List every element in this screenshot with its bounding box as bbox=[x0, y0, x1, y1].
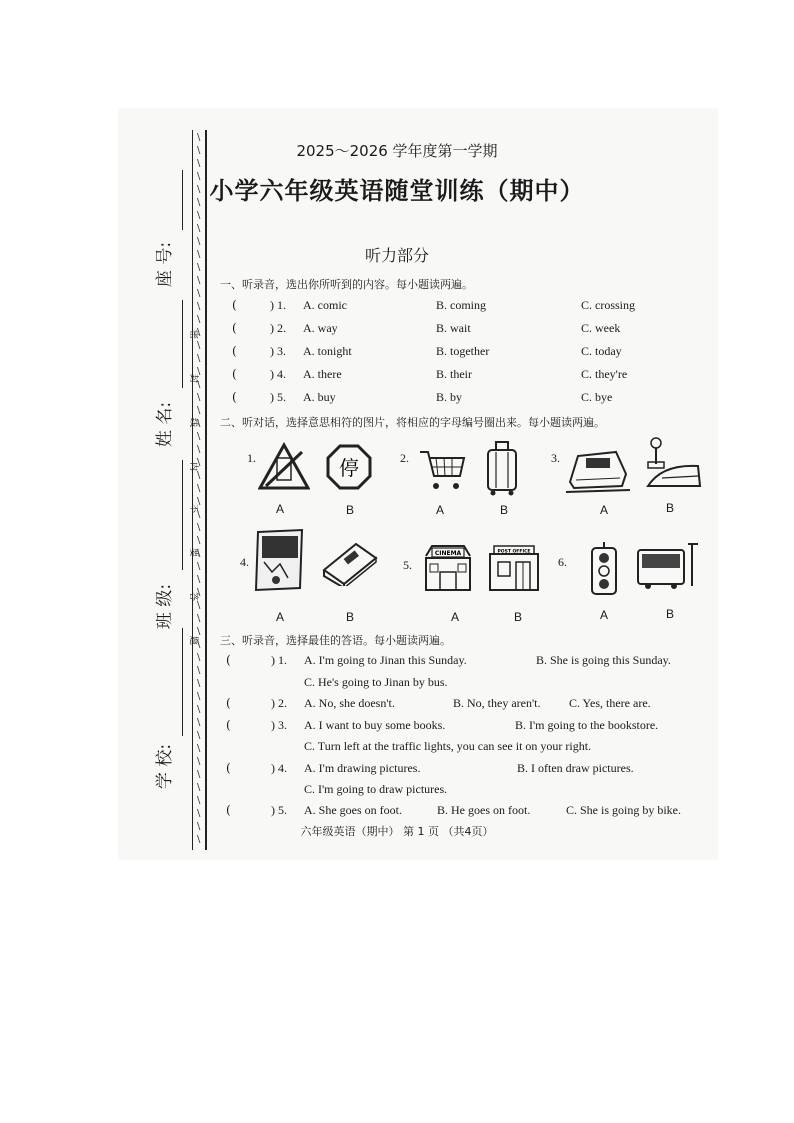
binding-slash: \ bbox=[197, 691, 201, 702]
binding-slash: \ bbox=[197, 626, 201, 637]
binding-slash: \ bbox=[197, 327, 201, 338]
option-a: A. way bbox=[303, 321, 338, 335]
binding-slash: \ bbox=[197, 366, 201, 377]
cinema-building-icon bbox=[422, 542, 474, 592]
seal-char: 密 bbox=[188, 329, 199, 340]
binding-slash: \ bbox=[197, 392, 201, 403]
binding-slash: \ bbox=[197, 782, 201, 793]
answer-bracket[interactable]: ( bbox=[226, 653, 231, 667]
train-icon bbox=[566, 444, 630, 494]
seal-char: 答 bbox=[188, 591, 199, 602]
binding-slash: \ bbox=[197, 210, 201, 221]
binding-slash: \ bbox=[197, 444, 201, 455]
option-c: C. bye bbox=[581, 390, 613, 404]
binding-slash: \ bbox=[197, 574, 201, 585]
option-c: C. week bbox=[581, 321, 621, 335]
option-a-label[interactable]: A bbox=[435, 503, 444, 517]
bus-stop-icon bbox=[636, 540, 700, 590]
binding-slash: \ bbox=[197, 808, 201, 819]
binding-slash: \ bbox=[197, 340, 201, 351]
seal-char: 线 bbox=[188, 417, 199, 428]
name-label: 姓 名: bbox=[155, 401, 176, 448]
post-office-building-icon bbox=[488, 544, 540, 592]
binding-slash: \ bbox=[197, 262, 201, 273]
svg-text:停: 停 bbox=[339, 456, 359, 480]
option-b: B. I'm going to the bookstore. bbox=[515, 718, 659, 732]
binding-slash: \ bbox=[197, 275, 201, 286]
name-blank bbox=[182, 300, 183, 388]
binding-slash: \ bbox=[197, 561, 201, 572]
school-label: 学 校: bbox=[155, 743, 176, 790]
option-c: C. Yes, there are. bbox=[569, 696, 651, 710]
shopping-cart-icon bbox=[418, 446, 466, 494]
binding-slash: \ bbox=[197, 769, 201, 780]
option-a: A. there bbox=[303, 367, 342, 381]
seal-char: 封 bbox=[188, 373, 199, 384]
answer-bracket[interactable]: ( bbox=[226, 803, 231, 817]
question-number: ) 3. bbox=[271, 718, 287, 732]
stop-sign-icon bbox=[326, 444, 372, 490]
suitcase-icon bbox=[484, 440, 520, 496]
answer-bracket[interactable]: ( bbox=[232, 321, 237, 335]
option-a-label[interactable]: A bbox=[599, 608, 608, 622]
binding-slash: \ bbox=[197, 184, 201, 195]
binding-slash: \ bbox=[197, 288, 201, 299]
group2-number: 2. bbox=[400, 451, 409, 465]
option-a: A. She goes on foot. bbox=[304, 803, 402, 817]
binding-slash: \ bbox=[197, 665, 201, 676]
binding-slash: \ bbox=[197, 795, 201, 806]
group4-number: 4. bbox=[240, 555, 249, 569]
option-b-label[interactable]: B bbox=[513, 610, 522, 624]
binding-slash: \ bbox=[197, 756, 201, 767]
option-c: C. He's going to Jinan by bus. bbox=[304, 675, 448, 689]
option-c: C. She is going by bike. bbox=[566, 803, 682, 817]
page-title: 小学六年级英语随堂训练（期中） bbox=[209, 177, 585, 205]
binding-slash: \ bbox=[197, 353, 201, 364]
seat-label: 座 号: bbox=[155, 241, 176, 288]
binding-slash: \ bbox=[197, 132, 201, 143]
binding-slash: \ bbox=[197, 678, 201, 689]
option-b: B. I often draw pictures. bbox=[517, 761, 634, 775]
option-b-label[interactable]: B bbox=[499, 503, 508, 517]
option-a: A. comic bbox=[303, 298, 347, 312]
seal-char: 题 bbox=[188, 635, 199, 646]
answer-bracket[interactable]: ( bbox=[226, 696, 231, 710]
class-blank bbox=[182, 460, 183, 570]
option-b: B. No, they aren't. bbox=[453, 696, 541, 710]
picture-book-icon bbox=[252, 528, 308, 592]
option-b: B. He goes on foot. bbox=[437, 803, 531, 817]
binding-slash: \ bbox=[197, 249, 201, 260]
option-a: A. buy bbox=[303, 390, 336, 404]
option-a: A. No, she doesn't. bbox=[304, 696, 395, 710]
option-c: C. they're bbox=[581, 367, 628, 381]
question-number: ) 1. bbox=[271, 653, 287, 667]
question-number: ) 2. bbox=[270, 321, 286, 335]
option-a-label[interactable]: A bbox=[599, 503, 608, 517]
binding-slash: \ bbox=[197, 587, 201, 598]
binding-line-outer bbox=[192, 130, 193, 850]
binding-slash: \ bbox=[197, 743, 201, 754]
binding-slash: \ bbox=[197, 405, 201, 416]
binding-slash: \ bbox=[197, 717, 201, 728]
binding-slash: \ bbox=[197, 301, 201, 312]
dictionary-book-icon bbox=[320, 540, 378, 586]
group5-number: 5. bbox=[403, 558, 412, 572]
option-b: B. wait bbox=[436, 321, 471, 335]
option-c: C. crossing bbox=[581, 298, 635, 312]
binding-slash: \ bbox=[197, 431, 201, 442]
svg-text:POST OFFICE: POST OFFICE bbox=[497, 549, 531, 555]
seal-char: 内 bbox=[188, 461, 199, 472]
binding-slash: \ bbox=[197, 197, 201, 208]
binding-slash: \ bbox=[197, 379, 201, 390]
traffic-light-icon bbox=[586, 540, 622, 600]
option-b: B. together bbox=[436, 344, 490, 358]
option-a-label[interactable]: A bbox=[275, 610, 284, 624]
class-label: 班 级: bbox=[155, 583, 176, 630]
part3-instruction: 三、听录音，选择最佳的答语。每小题读两遍。 bbox=[220, 634, 451, 647]
binding-slash: \ bbox=[197, 834, 201, 845]
group3-number: 3. bbox=[551, 451, 560, 465]
bullet-train-station-icon bbox=[642, 436, 702, 496]
option-b-label[interactable]: B bbox=[665, 501, 674, 515]
answer-bracket[interactable]: ( bbox=[232, 367, 237, 381]
binding-slash: \ bbox=[197, 600, 201, 611]
answer-bracket[interactable]: ( bbox=[226, 718, 231, 732]
option-b-label[interactable]: B bbox=[345, 610, 354, 624]
section-title: 听力部分 bbox=[364, 246, 429, 265]
binding-slash: \ bbox=[197, 496, 201, 507]
part1-instruction: 一、听录音，选出你所听到的内容。每小题读两遍。 bbox=[220, 278, 473, 291]
binding-slash: \ bbox=[197, 821, 201, 832]
binding-slash: \ bbox=[197, 483, 201, 494]
option-b: B. by bbox=[436, 390, 463, 404]
binding-line-inner bbox=[205, 130, 207, 850]
binding-slash: \ bbox=[197, 730, 201, 741]
school-blank bbox=[182, 628, 183, 736]
binding-slash: \ bbox=[197, 158, 201, 169]
binding-slash: \ bbox=[197, 171, 201, 182]
binding-slash: \ bbox=[197, 652, 201, 663]
seal-char: 不 bbox=[188, 503, 199, 514]
option-a-label[interactable]: A bbox=[450, 610, 459, 624]
option-b: B. She is going this Sunday. bbox=[536, 653, 671, 667]
question-number: ) 5. bbox=[270, 390, 286, 404]
question-number: ) 4. bbox=[270, 367, 286, 381]
svg-text:CINEMA: CINEMA bbox=[434, 550, 462, 557]
answer-bracket[interactable]: ( bbox=[226, 761, 231, 775]
question-number: ) 1. bbox=[270, 298, 286, 312]
option-a-label[interactable]: A bbox=[275, 502, 284, 516]
binding-slash: \ bbox=[197, 470, 201, 481]
seal-char: 要 bbox=[188, 547, 199, 558]
group1-number: 1. bbox=[247, 451, 256, 465]
binding-slash: \ bbox=[197, 548, 201, 559]
answer-bracket[interactable]: ( bbox=[232, 344, 237, 358]
option-a: A. I'm drawing pictures. bbox=[304, 761, 421, 775]
question-number: ) 3. bbox=[270, 344, 286, 358]
option-b: B. coming bbox=[436, 298, 486, 312]
option-c: C. Turn left at the traffic lights, you can see it on your right. bbox=[304, 739, 592, 753]
question-number: ) 5. bbox=[271, 803, 287, 817]
binding-slash: \ bbox=[197, 457, 201, 468]
answer-bracket[interactable]: ( bbox=[232, 390, 237, 404]
term-line: 2025～2026 学年度第一学期 bbox=[296, 142, 498, 160]
binding-slash: \ bbox=[197, 639, 201, 650]
binding-slash: \ bbox=[197, 145, 201, 156]
option-b: B. their bbox=[436, 367, 472, 381]
option-b-label[interactable]: B bbox=[665, 607, 674, 621]
binding-slash: \ bbox=[197, 522, 201, 533]
binding-slash: \ bbox=[197, 613, 201, 624]
binding-slash: \ bbox=[197, 236, 201, 247]
option-c: C. today bbox=[581, 344, 622, 358]
option-c: C. I'm going to draw pictures. bbox=[304, 782, 448, 796]
binding-slash: \ bbox=[197, 704, 201, 715]
binding-slash: \ bbox=[197, 535, 201, 546]
question-number: ) 4. bbox=[271, 761, 287, 775]
page-footer: 六年级英语（期中） 第 1 页 （共4页） bbox=[300, 825, 494, 838]
question-number: ) 2. bbox=[271, 696, 287, 710]
no-entry-sign-icon bbox=[258, 442, 310, 492]
part2-instruction: 二、听对话，选择意思相符的图片，将相应的字母编号圈出来。每小题读两遍。 bbox=[220, 416, 605, 429]
binding-slash: \ bbox=[197, 223, 201, 234]
option-a: A. tonight bbox=[303, 344, 352, 358]
group6-number: 6. bbox=[558, 555, 567, 569]
answer-bracket[interactable]: ( bbox=[232, 298, 237, 312]
option-a: A. I want to buy some books. bbox=[304, 718, 446, 732]
option-a: A. I'm going to Jinan this Sunday. bbox=[304, 653, 467, 667]
binding-slash: \ bbox=[197, 418, 201, 429]
binding-slash: \ bbox=[197, 314, 201, 325]
binding-slash: \ bbox=[197, 509, 201, 520]
option-b-label[interactable]: B bbox=[345, 503, 354, 517]
